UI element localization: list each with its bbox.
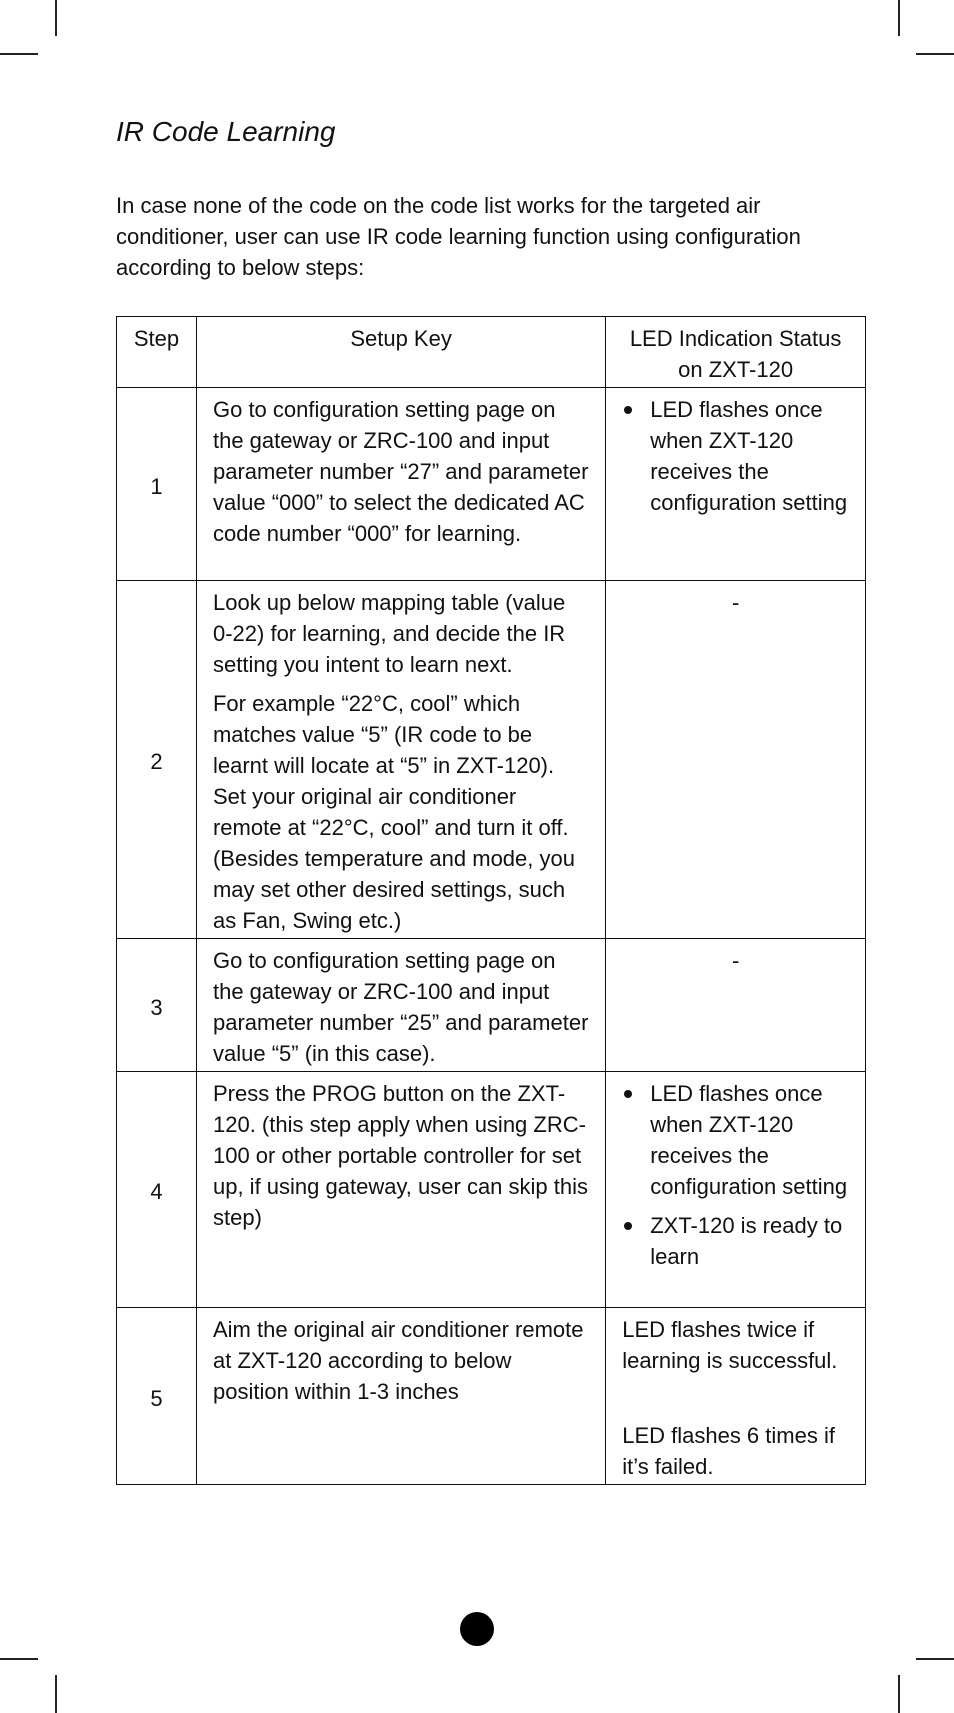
- table-row: [117, 939, 866, 1072]
- table-row: [117, 1072, 866, 1308]
- led-status-cell: [606, 1072, 866, 1308]
- setup-key-text: Go to configuration setting page on the gateway or ZRC-100 and input parameter number “25” and parameter value “5” (in this case).: [212, 948, 589, 1066]
- crop-mark: [898, 1675, 900, 1713]
- setup-key-cell: [196, 388, 605, 581]
- crop-mark: [898, 0, 900, 36]
- crop-mark: [0, 1658, 38, 1660]
- crop-mark: [55, 0, 57, 36]
- setup-key-cell: [196, 1072, 605, 1308]
- led-status-cell: [606, 1308, 866, 1485]
- page-title: IR Code Learning: [116, 116, 336, 147]
- step-number: 4: [117, 1072, 197, 1308]
- crop-mark: [55, 1675, 57, 1713]
- setup-key-cell: [196, 939, 605, 1072]
- led-status-text: LED flashes 6 times if it’s failed.: [622, 1423, 835, 1479]
- setup-key-text: Go to configuration setting page on the gateway or ZRC-100 and input parameter number “27” and parameter value “000” to select the dedicated AC code number “000” for learning.: [212, 397, 589, 546]
- crop-mark: [916, 1658, 954, 1660]
- step-number: 5: [117, 1308, 197, 1485]
- intro-paragraph: In case none of the code on the code list works for the targeted air conditioner, user can use IR code learning function using configuration according to below steps:: [116, 193, 801, 280]
- header-setup-key: Setup Key: [196, 317, 605, 388]
- crop-mark: [916, 53, 954, 55]
- setup-key-cell: [196, 581, 605, 939]
- setup-key-text: Look up below mapping table (value 0-22) for learning, and decide the IR setting you intent to learn next.: [212, 590, 566, 677]
- step-number: 1: [117, 388, 197, 581]
- crop-mark: [0, 53, 38, 55]
- led-bullet: LED flashes once when ZXT-120 receives the configuration setting: [622, 394, 849, 518]
- header-step: Step: [117, 317, 197, 388]
- led-status-cell: -: [606, 939, 866, 1072]
- led-bullet: ZXT-120 is ready to learn: [622, 1210, 849, 1272]
- step-number: 2: [117, 581, 197, 939]
- setup-key-cell: [196, 1308, 605, 1485]
- step-number: 3: [117, 939, 197, 1072]
- led-bullet: LED flashes once when ZXT-120 receives the configuration setting: [622, 1078, 849, 1202]
- setup-key-text: Press the PROG button on the ZXT-120. (this step apply when using ZRC-100 or other portable controller for set up, if using gateway, user can skip this step): [212, 1081, 588, 1230]
- table-header-row: [117, 317, 866, 388]
- table-row: [117, 1308, 866, 1485]
- page-marker-dot: [460, 1612, 494, 1646]
- header-led-status: LED Indication Status on ZXT-120: [606, 317, 866, 388]
- led-status-cell: -: [606, 581, 866, 939]
- led-status-text: LED flashes twice if learning is successful.: [622, 1317, 838, 1373]
- table-row: [117, 581, 866, 939]
- led-status-cell: [606, 388, 866, 581]
- setup-key-text: For example “22°C, cool” which matches value “5” (IR code to be learnt will locate at “5” in ZXT-120). Set your original air conditioner remote at “22°C, cool” and turn it off. (Besides temperature and mode, you may set other desired settings, such as Fan, Swing etc.): [212, 691, 575, 933]
- table-row: [117, 388, 866, 581]
- steps-table: [116, 316, 866, 1485]
- setup-key-text: Aim the original air conditioner remote at ZXT-120 according to below position within 1-3 inches: [212, 1317, 584, 1404]
